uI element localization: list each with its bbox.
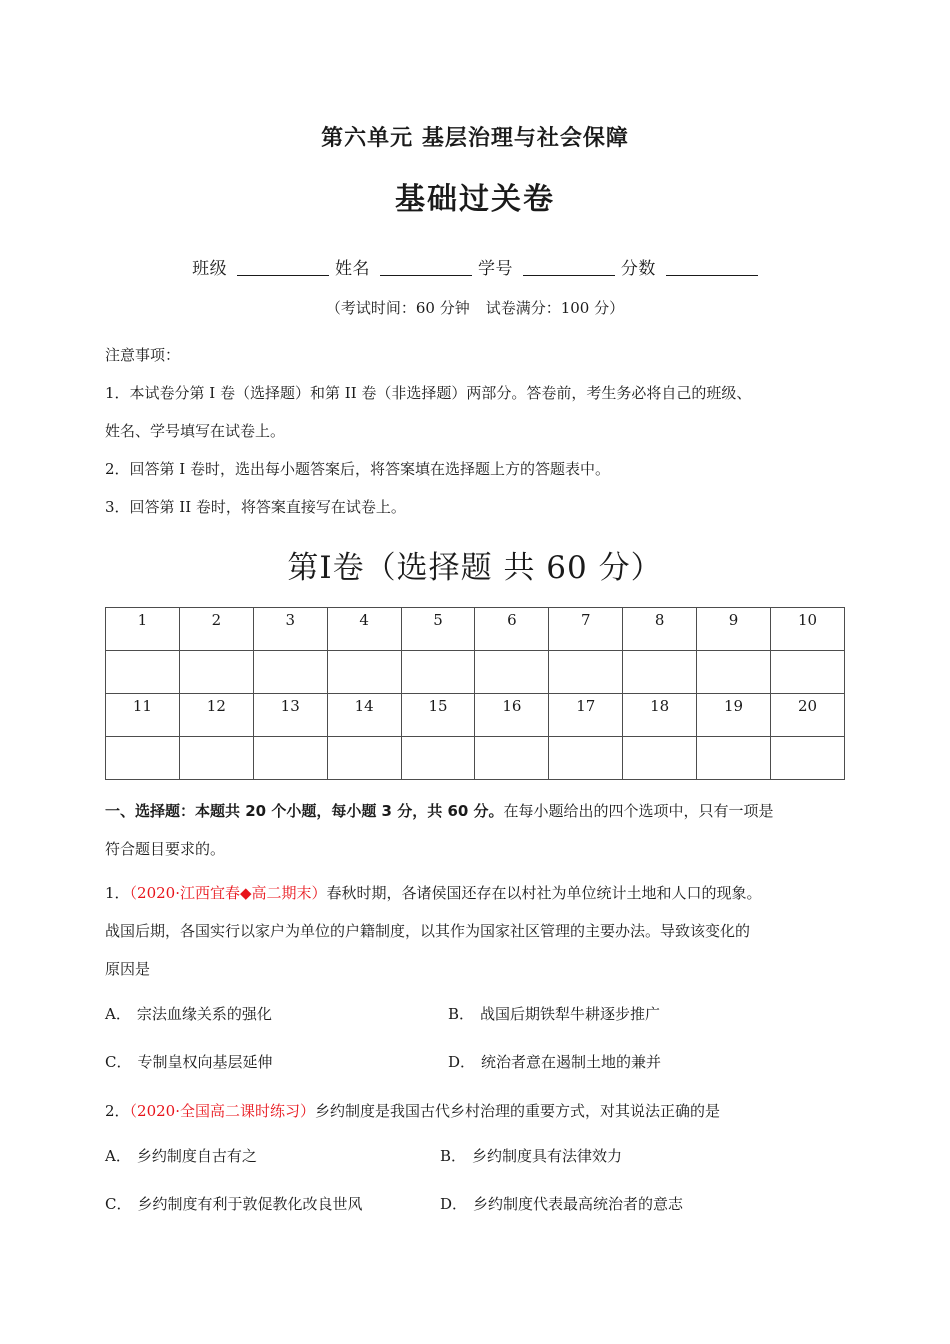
question-2-option-a[interactable] bbox=[105, 1132, 257, 1180]
question-1-option-row-cd bbox=[105, 1038, 845, 1086]
answer-number-cell: 3 bbox=[253, 608, 327, 651]
question-2-source: （2020·全国高二课时练习） bbox=[129, 1102, 315, 1121]
question-2-option-d[interactable] bbox=[440, 1180, 683, 1228]
answer-number-cell: 19 bbox=[697, 694, 771, 737]
question-1-option-row-ab bbox=[105, 990, 845, 1038]
field-class-blank[interactable] bbox=[237, 275, 329, 276]
answer-entry-cell[interactable] bbox=[327, 651, 401, 694]
option-d-label: D． bbox=[448, 1053, 476, 1072]
option-d-text: 统治者意在遏制土地的兼并 bbox=[481, 1053, 662, 1072]
answer-entry-cell[interactable] bbox=[623, 737, 697, 780]
option-b-label: B． bbox=[440, 1147, 467, 1166]
option-c-label: C． bbox=[105, 1053, 132, 1072]
note-item-2: 2．回答第 I 卷时，选出每小题答案后，将答案填在选择题上方的答题表中。 bbox=[105, 460, 611, 479]
note-item-3: 3．回答第 II 卷时，将答案直接写在试卷上。 bbox=[105, 498, 406, 517]
answer-entry-cell[interactable] bbox=[475, 651, 549, 694]
question-1-stem-line-2: 战国后期，各国实行以家户为单位的户籍制度，以其作为国家社区管理的主要办法。导致该变化的 bbox=[105, 922, 751, 941]
exam-meta-line bbox=[105, 279, 845, 318]
question-1-option-a[interactable] bbox=[105, 990, 272, 1038]
exam-notes bbox=[105, 318, 845, 526]
question-1-stem-line-1 bbox=[105, 874, 845, 912]
question-1-text-a: 春秋时期，各诸侯国还存在以村社为单位统计土地和人口的现象。 bbox=[326, 884, 762, 903]
answer-number-cell: 18 bbox=[623, 694, 697, 737]
answer-entry-cell[interactable] bbox=[179, 737, 253, 780]
answer-number-cell: 17 bbox=[549, 694, 623, 737]
answer-entry-cell[interactable] bbox=[771, 651, 845, 694]
page-title: 第六单元 基层治理与社会保障 bbox=[321, 126, 629, 151]
field-name-blank[interactable] bbox=[380, 275, 472, 276]
part-one-body-b: 在每小题给出的四个选项中，只有一项是 bbox=[503, 802, 774, 821]
question-1-option-b[interactable] bbox=[448, 990, 660, 1038]
answer-entry-cell[interactable] bbox=[401, 737, 475, 780]
question-2-options bbox=[105, 1130, 845, 1228]
option-c-text: 乡约制度有利于敦促教化改良世风 bbox=[137, 1195, 363, 1214]
answer-entry-cell[interactable] bbox=[179, 651, 253, 694]
answer-number-cell: 1 bbox=[106, 608, 180, 651]
part-one-body-a: 本题共 20 个小题，每小题 3 分，共 60 分。 bbox=[195, 802, 504, 821]
field-name-label: 姓名 bbox=[335, 259, 371, 280]
part-one-intro bbox=[105, 780, 845, 830]
answer-entry-cell[interactable] bbox=[475, 737, 549, 780]
question-2-number: 2． bbox=[105, 1102, 130, 1121]
table-row bbox=[106, 737, 845, 780]
field-class-label: 班级 bbox=[192, 259, 228, 280]
question-2-option-row-cd bbox=[105, 1180, 845, 1228]
question-1-stem-line-3: 原因是 bbox=[105, 960, 151, 979]
question-2-option-b[interactable] bbox=[440, 1132, 622, 1180]
answer-number-cell: 10 bbox=[771, 608, 845, 651]
part-one-lead: 一、选择题： bbox=[105, 802, 196, 821]
question-1-options bbox=[105, 988, 845, 1086]
answer-entry-cell[interactable] bbox=[549, 651, 623, 694]
answer-number-cell: 15 bbox=[401, 694, 475, 737]
question-2-stem-line-1 bbox=[105, 1092, 845, 1130]
exam-total-score: 试卷满分：100 分） bbox=[485, 299, 625, 318]
page-content bbox=[105, 0, 845, 1228]
answer-number-cell: 9 bbox=[697, 608, 771, 651]
answer-number-cell: 2 bbox=[179, 608, 253, 651]
option-a-text: 乡约制度自古有之 bbox=[136, 1147, 257, 1166]
table-row bbox=[106, 694, 845, 737]
option-a-text: 宗法血缘关系的强化 bbox=[136, 1005, 272, 1024]
student-info-line bbox=[105, 218, 845, 279]
answer-number-cell: 14 bbox=[327, 694, 401, 737]
field-score-blank[interactable] bbox=[666, 275, 758, 276]
answer-number-cell: 5 bbox=[401, 608, 475, 651]
answer-entry-cell[interactable] bbox=[106, 737, 180, 780]
answer-number-cell: 7 bbox=[549, 608, 623, 651]
answer-number-cell: 16 bbox=[475, 694, 549, 737]
answer-entry-cell[interactable] bbox=[253, 737, 327, 780]
question-1-source: （2020·江西宜春◆高二期末） bbox=[129, 884, 327, 903]
answer-entry-cell[interactable] bbox=[401, 651, 475, 694]
page-subtitle: 基础过关卷 bbox=[395, 182, 555, 218]
answer-number-cell: 8 bbox=[623, 608, 697, 651]
question-1-option-d[interactable] bbox=[448, 1038, 661, 1086]
answer-number-cell: 20 bbox=[771, 694, 845, 737]
option-b-label: B． bbox=[448, 1005, 475, 1024]
option-c-text: 专制皇权向基层延伸 bbox=[137, 1053, 273, 1072]
option-a-label: A． bbox=[105, 1147, 131, 1166]
exam-duration: （考试时间：60 分钟 bbox=[325, 299, 470, 318]
answer-number-cell: 11 bbox=[106, 694, 180, 737]
answer-entry-cell[interactable] bbox=[106, 651, 180, 694]
answer-entry-cell[interactable] bbox=[697, 651, 771, 694]
answer-entry-cell[interactable] bbox=[327, 737, 401, 780]
question-1-option-c[interactable] bbox=[105, 1038, 273, 1086]
field-studentid-blank[interactable] bbox=[523, 275, 615, 276]
answer-entry-cell[interactable] bbox=[771, 737, 845, 780]
option-c-label: C． bbox=[105, 1195, 132, 1214]
option-d-label: D． bbox=[440, 1195, 468, 1214]
option-b-text: 乡约制度具有法律效力 bbox=[472, 1147, 623, 1166]
answer-entry-cell[interactable] bbox=[253, 651, 327, 694]
note-item-1-cont: 姓名、学号填写在试卷上。 bbox=[105, 422, 286, 441]
answer-number-cell: 6 bbox=[475, 608, 549, 651]
answer-entry-cell[interactable] bbox=[697, 737, 771, 780]
answer-number-cell: 13 bbox=[253, 694, 327, 737]
section-heading-volume-1: 第Ⅰ卷（选择题 共 60 分） bbox=[287, 550, 663, 587]
part-one-intro-cont: 符合题目要求的。 bbox=[105, 840, 226, 859]
answer-number-cell: 4 bbox=[327, 608, 401, 651]
answer-entry-cell[interactable] bbox=[623, 651, 697, 694]
question-2 bbox=[105, 1086, 845, 1228]
field-studentid-label: 学号 bbox=[477, 259, 513, 280]
option-d-text: 乡约制度代表最高统治者的意志 bbox=[473, 1195, 684, 1214]
question-2-option-c[interactable] bbox=[105, 1180, 363, 1228]
answer-sheet-table bbox=[105, 607, 845, 780]
question-2-option-row-ab bbox=[105, 1132, 845, 1180]
table-row bbox=[106, 608, 845, 651]
question-1 bbox=[105, 868, 845, 1086]
option-a-label: A． bbox=[105, 1005, 131, 1024]
field-score-label: 分数 bbox=[620, 259, 656, 280]
answer-entry-cell[interactable] bbox=[549, 737, 623, 780]
table-row bbox=[106, 651, 845, 694]
question-1-number: 1． bbox=[105, 884, 130, 903]
question-2-text-a: 乡约制度是我国古代乡村治理的重要方式，对其说法正确的是 bbox=[315, 1102, 721, 1121]
option-b-text: 战国后期铁犁牛耕逐步推广 bbox=[480, 1005, 661, 1024]
answer-number-cell: 12 bbox=[179, 694, 253, 737]
notes-heading: 注意事项： bbox=[105, 346, 181, 365]
note-item-1: 1．本试卷分第 I 卷（选择题）和第 II 卷（非选择题）两部分。答卷前，考生务必将自己的班级、 bbox=[105, 384, 752, 403]
